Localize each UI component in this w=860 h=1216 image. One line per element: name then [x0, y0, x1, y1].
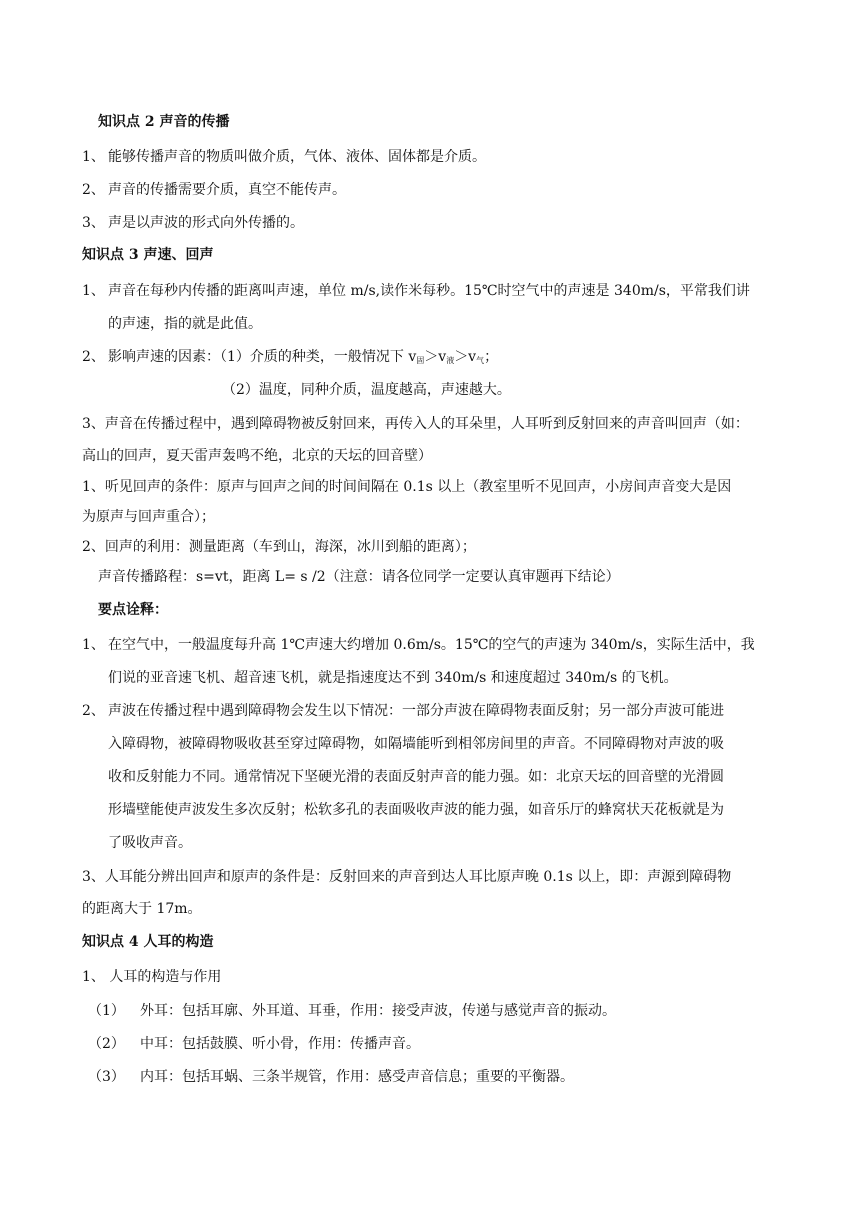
list-item-continuation: 入障碍物，被障碍物吸收甚至穿过障碍物，如隔墙能听到相邻房间里的声音。不同障碍物对声波的吸: [108, 736, 724, 752]
list-item: 1、 人耳的构造与作用: [82, 969, 222, 985]
list-item: 2、 声音的传播需要介质，真空不能传声。: [82, 182, 346, 198]
list-item: 2、 影响声速的因素：（1）介质的种类，一般情况下 $v_固>v_液>v_气$；: [82, 349, 499, 365]
list-item: 1、 能够传播声音的物质叫做介质，气体、液体、固体都是介质。: [82, 149, 486, 165]
list-item: 3、 声是以声波的形式向外传播的。: [82, 215, 304, 231]
k4-heading: 知识点 4 人耳的构造: [82, 934, 214, 950]
list-item: 1、 声音在每秒内传播的距离叫声速，单位 m/s,读作米每秒。15℃时空气中的声速是 340m/s，平常我们讲: [82, 283, 750, 299]
paragraph-line: 声音传播路程：s=vt，距离 L= s /2（注意：请各位同学一定要认真审题再下结论）: [98, 569, 620, 585]
list-item-continuation: 们说的亚音速飞机、超音速飞机，就是指速度达不到 340m/s 和速度超过 340m/s 的飞机。: [108, 670, 678, 686]
paragraph-line: 3、人耳能分辨出回声和原声的条件是：反射回来的声音到达人耳比原声晚 0.1s 以上，即：声源到障碍物: [82, 869, 732, 885]
list-item: 2、 声波在传播过程中遇到障碍物会发生以下情况：一部分声波在障碍物表面反射；另一部分声波可能进: [82, 703, 724, 719]
k2-heading: 知识点 2 声音的传播: [98, 114, 230, 130]
paragraph-line: 2、回声的利用：测量距离（车到山，海深，冰川到船的距离）；: [82, 539, 476, 555]
list-item: （3） 内耳：包括耳蜗、三条半规管，作用：感受声音信息；重要的平衡器。: [88, 1069, 574, 1085]
list-item: （2） 中耳：包括鼓膜、听小骨，作用：传播声音。: [88, 1036, 420, 1052]
paragraph-line: 高山的回声，夏天雷声轰鸣不绝，北京的天坛的回音壁）: [82, 448, 432, 464]
paragraph-line: 3、声音在传播过程中，遇到障碍物被反射回来，再传入人的耳朵里，人耳听到反射回来的声音叫回声（如：: [82, 416, 749, 432]
paragraph-line: 为原声与回声重合）；: [82, 509, 215, 525]
list-item-continuation: 形墙壁能使声波发生多次反射；松软多孔的表面吸收声波的能力强，如音乐厅的蜂窝状天花板就是为: [108, 802, 724, 818]
list-item: （1） 外耳：包括耳廓、外耳道、耳垂，作用：接受声波，传递与感觉声音的振动。: [88, 1003, 616, 1019]
paragraph-line: 1、听见回声的条件：原声与回声之间的时间间隔在 0.1s 以上（教室里听不见回声，小房间声音变大是因: [82, 479, 732, 495]
list-item-continuation: 收和反射能力不同。通常情况下坚硬光滑的表面反射声音的能力强。如：北京天坛的回音壁的光滑圆: [108, 769, 724, 785]
list-item-continuation: （2）温度，同种介质，温度越高，声速越大。: [222, 382, 511, 398]
k3-heading: 知识点 3 声速、回声: [82, 247, 214, 263]
points-heading: 要点诠释：: [98, 602, 168, 618]
list-item-continuation: 的声速，指的就是此值。: [108, 316, 262, 332]
list-item-continuation: 了吸收声音。: [108, 835, 192, 851]
list-item: 1、 在空气中，一般温度每升高 1℃声速大约增加 0.6m/s。15℃的空气的声速为 340m/s，实际生活中，我: [82, 637, 755, 653]
paragraph-line: 的距离大于 17m。: [82, 901, 202, 917]
